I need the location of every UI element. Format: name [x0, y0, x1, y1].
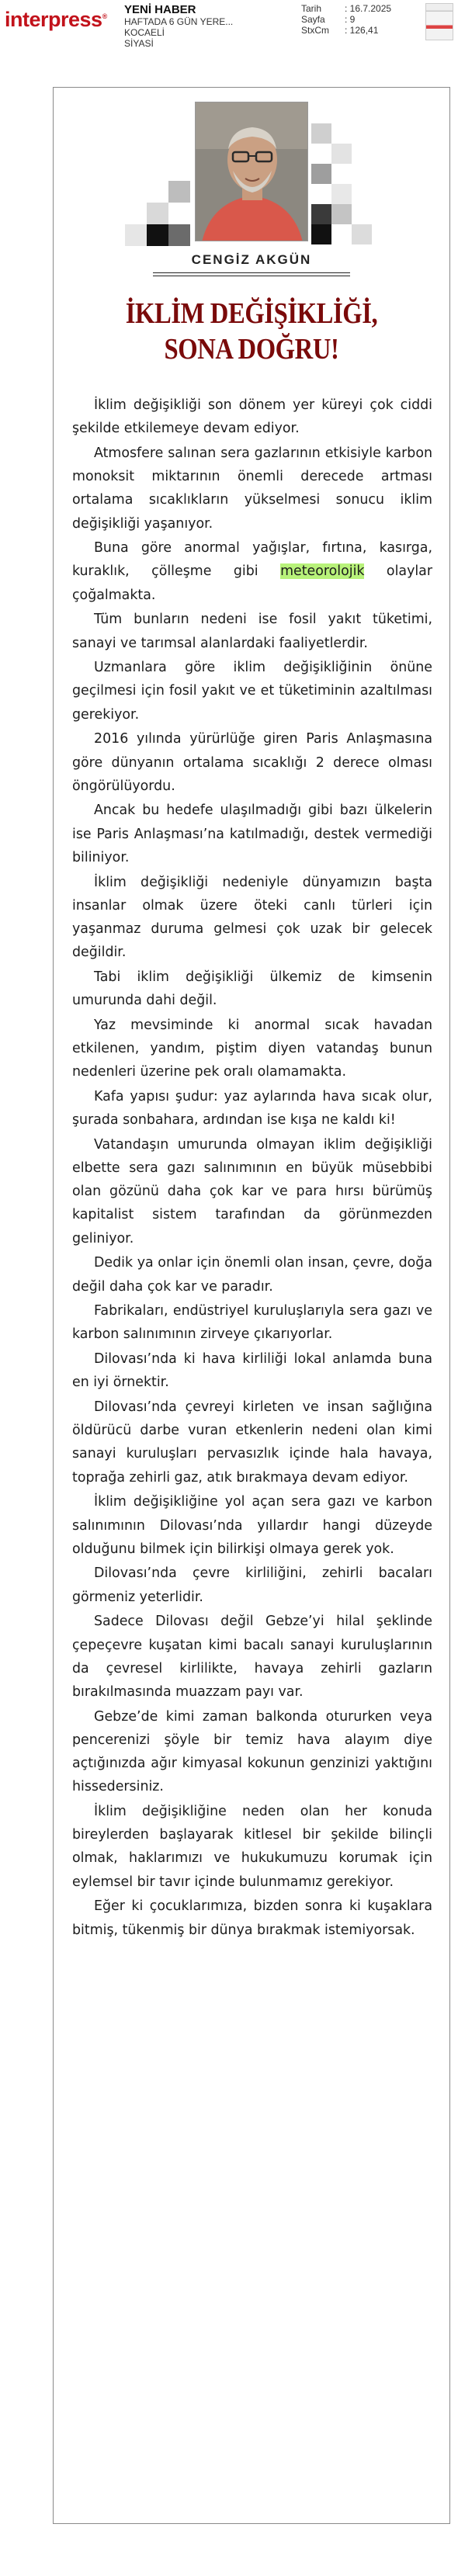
highlighted-keyword: meteorolojik — [280, 563, 365, 580]
paragraph: Tabi iklim değişikliği ülkemiz de kimsenin umurunda dahi değil. — [72, 969, 432, 1009]
author-rule-top — [153, 272, 350, 273]
paragraph: Dilovası’nda çevreyi kirleten ve insan sağlığına öldürücü darbe vuran etkenlerin nedeni olan kimi sanayi kuruluşları pervasızlık içinde hala havaya, toprağa zehirli gaz, atık bırakmaya devam ediyor. — [72, 1399, 432, 1486]
paragraph: Gebze’de kimi zaman balkonda otururken veya pencerenizi şöyle bir temiz hava alayım diye açtığınızda ağır kimyasal kokunun genzinizi yaktığını hissedersiniz. — [72, 1708, 432, 1795]
paragraph: Dedik ya onlar için önemli olan insan, çevre, doğa değil daha çok kar ve paradır. — [72, 1255, 432, 1295]
paragraph: İklim değişikliğine neden olan her konuda bireylerden başlayarak kitlesel bir şekilde bilinçli olmak, haklarımızı ve hukukumuzu korumak için eylemsel bir tavır içinde bulunmamız gerekiyor. — [72, 1803, 432, 1890]
clipping-header — [0, 0, 458, 67]
title-line-1: İKLİM DEĞİŞİKLİĞİ, — [125, 297, 378, 330]
paragraph: Atmosfere salınan sera gazlarının etkisiyle karbon monoksit miktarının önemli derecede artması ortalama sıcaklıkların yükselmesi sonucu iklim değişikliği yaşanıyor. — [72, 445, 432, 532]
author-photo — [195, 102, 308, 241]
paragraph: Uzmanlara göre iklim değişikliğinin önüne geçilmesi için fosil yakıt ve et tüketiminin azaltılması gerekiyor. — [72, 660, 432, 723]
paragraph: Ancak bu hedefe ulaşılmadığı gibi bazı ülkelerin ise Paris Anlaşması’na katılmadığı, destek vermediği biliniyor. — [72, 803, 432, 865]
article-title — [82, 296, 422, 367]
paragraph: Kafa yapısı şudur: yaz aylarında hava sıcak olur, şurada sonbahara, ardından ise kışa ne kaldı ki! — [72, 1088, 432, 1129]
page-thumbnail — [425, 3, 453, 40]
paragraph: 2016 yılında yürürlüğe giren Paris Anlaşmasına göre dünyanın ortalama sıcaklığı 2 derece olması öngörülüyordu. — [72, 731, 432, 794]
interpress-logo: interpress® — [5, 8, 107, 31]
article-body — [72, 394, 432, 1943]
paragraph: Dilovası’nda ki hava kirliliği lokal anlamda buna en iyi örnektir. — [72, 1351, 432, 1391]
paragraph: Yaz mevsiminde ki anormal sıcak havadan etkilenen, yandım, piştim diyen vatandaş bunun nedenleri üzerine pek oralı olamamakta. — [72, 1017, 432, 1080]
paragraph: İklim değişikliği nedeniyle dünyamızın başta insanlar olmak üzere öteki canlı türleri için yaşanmaz duruma gelmesi çok uzak bir gelecek değildir. — [72, 874, 432, 961]
paragraph-highlighted: Buna göre anormal yağışlar, fırtına, kasırga, kuraklık, çölleşme gibi meteorolojik olaylar çoğalmakta. — [72, 540, 432, 603]
article-frame — [53, 87, 450, 2524]
meta-date: Tarih : 16.7.2025 — [301, 3, 392, 14]
paragraph: Tüm bunların nedeni ise fosil yakıt tüketimi, sanayi ve tarımsal alanlardaki faaliyetlerdir. — [72, 612, 432, 651]
publication-info — [124, 3, 272, 49]
section-line: HAFTADA 6 GÜN YERE... — [124, 16, 234, 27]
paragraph: Eğer ki çocuklarımıza, bizden sonra ki kuşaklara bitmiş, tükenmiş bir dünya bırakmak istemiyorsak. — [72, 1898, 432, 1938]
paragraph: Dilovası’nda çevre kirliliğini, zehirli bacaları görmeniz yeterlidir. — [72, 1565, 432, 1605]
paragraph: Sadece Dilovası değil Gebze’yi hilal şeklinde çepeçevre kuşatan kimi bacalı sanayi kuruluşlarının da çevresel kirlilikte, havaya zehirli gazların bırakılmasında muazzam payı var. — [72, 1614, 432, 1700]
paragraph: Vatandaşın umurunda olmayan iklim değişikliği elbette sera gazı salınımının en büyük müsebbibi olan gözünü daha çok kar ve para hırsı bürümüş kapitalist sistem tarafından da görünmezden geliniyor. — [72, 1136, 432, 1246]
author-photo-illustration — [196, 102, 308, 241]
paragraph: İklim değişikliğine yol açan sera gazı ve karbon salınımının Dilovası’nda yıllardır hangi düzeyde olduğunu bilmek için bilirkişi olmaya gerek yok. — [72, 1494, 432, 1557]
meta-size: StxCm : 126,41 — [301, 25, 379, 36]
author-name: CENGİZ AKGÜN — [191, 252, 312, 267]
paragraph: Fabrikaları, endüstriyel kuruluşlarıyla sera gazı ve karbon salınımının zirveye çıkarıyorlar. — [72, 1303, 432, 1343]
title-line-2: SONA DOĞRU! — [164, 333, 339, 366]
meta-page: Sayfa : 9 — [301, 14, 356, 25]
category: SİYASİ — [124, 38, 154, 49]
paragraph: İklim değişikliği son dönem yer küreyi çok ciddi şekilde etkilemeye devam ediyor. — [72, 397, 432, 437]
clipping-meta — [301, 3, 418, 36]
region: KOCAELİ — [124, 27, 165, 38]
paper-name: YENİ HABER — [124, 3, 196, 16]
